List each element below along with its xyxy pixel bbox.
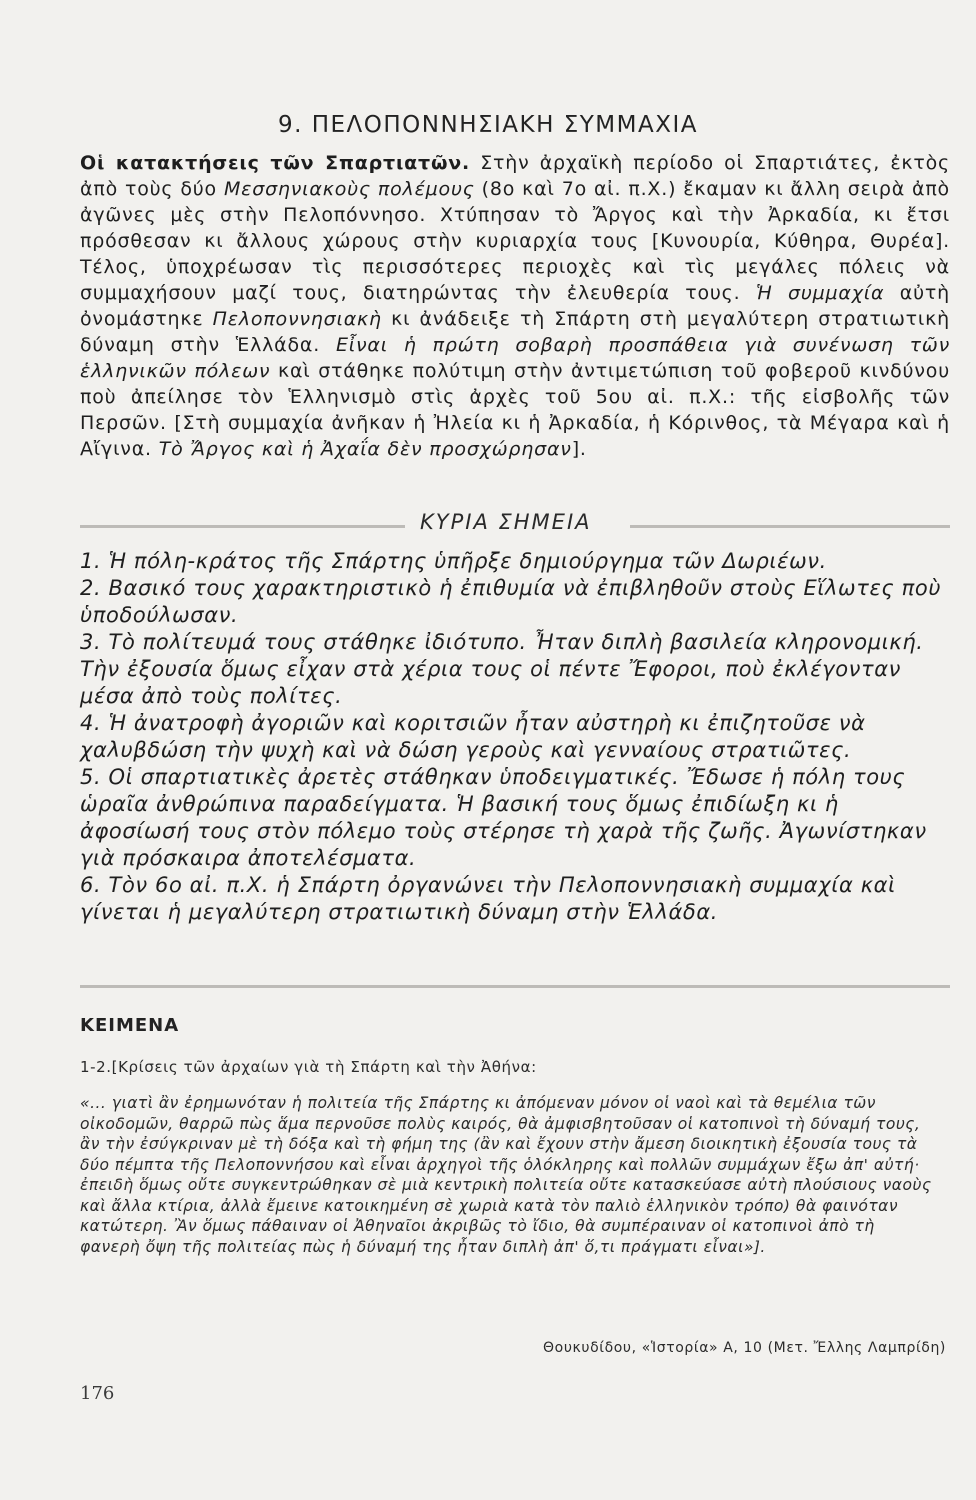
- key-points-rule-left: [80, 525, 405, 528]
- excerpt-quote: «... γιατὶ ἂν ἐρημωνόταν ἡ πολιτεία τῆς Σπάρτης κι ἀπόμεναν μόνον οἱ ναοὶ καὶ τὰ θεμέλια τῶν οἰκοδομῶν, θαρρῶ πὼς ἅμα περνοῦσε πολὺς καιρός, θὰ ἀμφισβητοῦσαν οἱ κατοπινοὶ τὴ δύναμή τους, ἂν τὴν ἐσύγκριναν μὲ τὴ δόξα καὶ τὴ φήμη της (ἂν καὶ ἔχουν στὴν ἄμεση διοικητικὴ ἐξουσία τους τὰ δύο πέμπτα τῆς Πελοποννήσου καὶ εἶναι ἀρχηγοὶ τῆς ὁλόκληρης καὶ πολλῶν συμμάχων ἔξω ἀπ' αὐτή· ἐπειδὴ ὅμως οὔτε συγκεντρώθηκαν σὲ μιὰ κεντρικὴ πολιτεία οὔτε κατασκεύασε αὐτὴ πλούσιους ναοὺς καὶ ἄλλα κτίρια, ἀλλὰ ἔμεινε κατοικημένη σὲ χωριὰ κατὰ τὸν παλιὸ ἑλληνικὸν τρόπο) θὰ φαινόταν κατώτερη. Ἂν ὅμως πάθαιναν οἱ Ἀθηναῖοι ἀκριβῶς τὸ ἴδιο, θὰ συμπέραιναν οἱ κατοπινοὶ ἀπὸ τὴ φανερὴ ὄψη τῆς πολιτείας πὼς ἡ δύναμή της ἦταν διπλὴ ἀπ' ὅ,τι πράγματι εἶναι»].: [80, 1094, 932, 1256]
- intro-paragraph: [80, 150, 950, 462]
- intro-text-3: αὐτὴ ὀνομάστηκε: [80, 282, 950, 330]
- intro-italic-4: Εἶναι ἡ πρώτη σοβαρὴ προσπάθεια γιὰ συνένωση τῶν ἑλληνικῶν πόλεων: [80, 334, 950, 382]
- page-number: 176: [80, 1383, 115, 1404]
- key-point: 2. Βασικό τους χαρακτηριστικὸ ἡ ἐπιθυμία νὰ ἐπιβληθοῦν στοὺς Εἵλωτες ποὺ ὑποδούλωσαν.: [80, 576, 942, 627]
- intro-text-2: (8ο καὶ 7ο αἰ. π.Χ.) ἔκαμαν κι ἄλλη σειρὰ ἀπὸ ἀγῶνες μὲς στὴν Πελοπόννησο. Χτύπησαν τὸ Ἄργος καὶ τὴν Ἀρκαδία, κι ἔτσι πρόσθεσαν κι ἄλλους χώρους στὴν κυριαρχία τους [Κυνουρία, Κύθηρα, Θυρέα]. Τέλος, ὑποχρέωσαν τὶς περισσότερες περιοχὲς καὶ τὶς μεγάλες πόλεις νὰ συμμαχήσουν μαζί τους, διατηρώντας τὴν ἐλευθερία τους.: [80, 178, 950, 304]
- excerpt-title: 1-2.[Κρίσεις τῶν ἀρχαίων γιὰ τὴ Σπάρτη καὶ τὴν Ἀθήνα:: [80, 1058, 537, 1076]
- intro-italic-1: Μεσσηνιακοὺς πολέμους: [223, 178, 475, 200]
- key-points-bottom-rule: [80, 985, 950, 988]
- intro-text-1: Στὴν ἀρχαϊκὴ περίοδο οἱ Σπαρτιάτες, ἐκτὸς ἀπὸ τοὺς δύο: [80, 152, 950, 200]
- key-point: 5. Οἱ σπαρτιατικὲς ἀρετὲς στάθηκαν ὑποδειγματικές. Ἔδωσε ἡ πόλη τους ὡραῖα ἀνθρώπινα παραδείγματα. Ἡ βασική τους ὅμως ἐπιδίωξη κι ἡ ἀφοσίωσή τους στὸν πόλεμο τοὺς στέρησε τὴ χαρὰ τῆς ζωῆς. Ἀγωνίστηκαν γιὰ πρόσκαιρα ἀποτελέσματα.: [80, 765, 927, 870]
- key-points-list: [80, 548, 950, 926]
- intro-text-5: καὶ στάθηκε πολύτιμη στὴν ἀντιμετώπιση τοῦ φοβεροῦ κινδύνου ποὺ ἀπείλησε τὸν Ἑλληνισμὸ στὶς ἀρχὲς τοῦ 5ου αἰ. π.Χ.: τῆς εἰσβολῆς τῶν Περσῶν. [Στὴ συμμαχία ἀνῆκαν ἡ Ἠλεία κι ἡ Ἀρκαδία, ἡ Κόρινθος, τὰ Μέγαρα καὶ ἡ Αἴγινα.: [80, 360, 950, 460]
- key-point: 6. Τὸν 6ο αἰ. π.Χ. ἡ Σπάρτη ὀργανώνει τὴν Πελοποννησιακὴ συμμαχία καὶ γίνεται ἡ μεγαλύτερη στρατιωτικὴ δύναμη στὴν Ἑλλάδα.: [80, 873, 896, 924]
- intro-text-6: ].: [571, 438, 587, 460]
- intro-italic-5: Τὸ Ἄργος καὶ ἡ Ἀχαΐα δὲν προσχώρησαν: [158, 438, 572, 460]
- intro-italic-3: Πελοποννησιακὴ: [212, 308, 382, 330]
- chapter-title: 9. ΠΕΛΟΠΟΝΝΗΣΙΑΚΗ ΣΥΜΜΑΧΙΑ: [277, 112, 699, 138]
- key-points-rule-right: [630, 525, 950, 528]
- key-point: 1. Ἡ πόλη-κράτος τῆς Σπάρτης ὑπῆρξε δημιούργημα τῶν Δωριέων.: [80, 549, 827, 573]
- key-point: 4. Ἡ ἀνατροφὴ ἀγοριῶν καὶ κοριτσιῶν ἦταν αὐστηρὴ κι ἐπιζητοῦσε νὰ χαλυβδώση τὴν ψυχὴ καὶ νὰ δώση γεροὺς καὶ γενναίους στρατιῶτες.: [80, 711, 866, 762]
- intro-lead: Οἱ κατακτήσεις τῶν Σπαρτιατῶν.: [80, 152, 471, 174]
- key-points-heading: ΚΥΡΙΑ ΣΗΜΕΙΑ: [420, 510, 592, 534]
- key-point: 3. Τὸ πολίτευμά τους στάθηκε ἰδιότυπο. Ἦταν διπλὴ βασιλεία κληρονομική. Τὴν ἐξουσία ὅμως εἶχαν στὰ χέρια τους οἱ πέντε Ἔφοροι, ποὺ ἐκλέγονταν μέσα ἀπὸ τοὺς πολίτες.: [80, 630, 924, 708]
- texts-heading: ΚΕΙΜΕΝΑ: [80, 1015, 180, 1036]
- intro-text-4: κι ἀνάδειξε τὴ Σπάρτη στὴ μεγαλύτερη στρατιωτικὴ δύναμη στὴν Ἑλλάδα.: [80, 308, 950, 356]
- intro-italic-2: Ἡ συμμαχία: [755, 282, 885, 304]
- excerpt-source: Θουκυδίδου, «Ἱστορία» Α, 10 (Μετ. Ἔλλης Λαμπρίδη): [543, 1340, 946, 1356]
